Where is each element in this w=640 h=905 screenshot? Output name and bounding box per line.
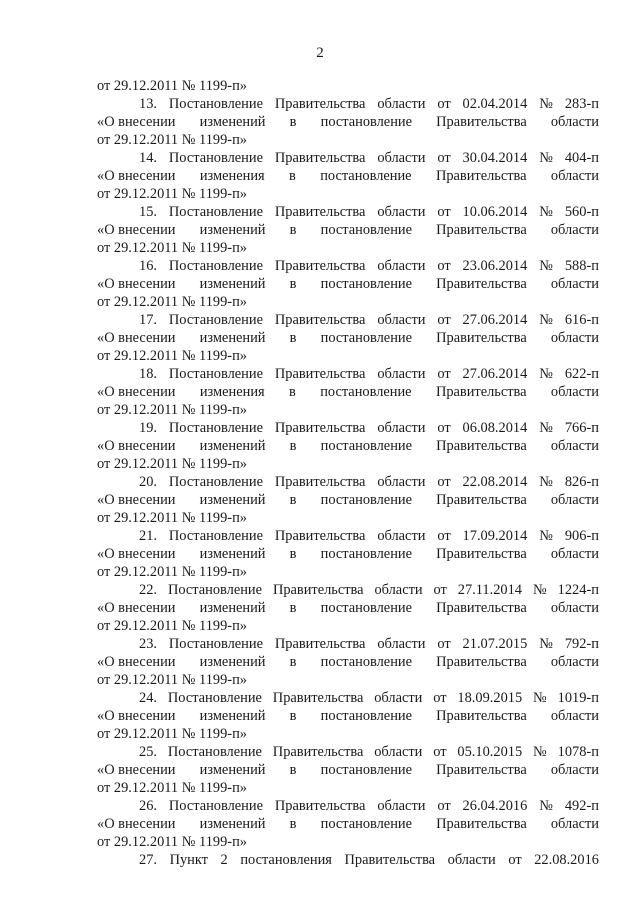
word: 588-п	[564, 258, 599, 274]
word: от	[437, 528, 451, 544]
word: постановление	[320, 708, 412, 724]
item-reference-line: от 29.12.2011 № 1199-п»	[97, 564, 247, 580]
item-reference-line: от 29.12.2011 № 1199-п»	[97, 618, 247, 634]
word: Правительства	[274, 204, 366, 220]
list-item	[97, 689, 599, 743]
word: «О внесении	[97, 654, 176, 670]
word: изменений	[199, 816, 266, 832]
word: «О внесении	[97, 546, 176, 562]
word: постановление	[320, 114, 412, 130]
word: «О внесении	[97, 492, 176, 508]
word: Пункт	[169, 852, 208, 868]
item-title-line	[97, 599, 599, 617]
item-title-line	[97, 815, 599, 833]
word: области	[374, 582, 423, 598]
word: №	[539, 636, 553, 652]
word: области	[374, 690, 423, 706]
item-title-line	[97, 113, 599, 131]
word: 616-п	[564, 312, 599, 328]
word: 766-п	[564, 420, 599, 436]
word: «О внесении	[97, 816, 176, 832]
word: 1224-п	[557, 582, 599, 598]
word: области	[550, 384, 599, 400]
item-title-line	[97, 329, 599, 347]
word: области	[377, 312, 426, 328]
item-heading-line	[97, 689, 599, 707]
item-heading-line	[97, 527, 599, 545]
item-number: 16.	[139, 258, 157, 274]
word: Постановление	[168, 636, 263, 652]
item-reference-line: от 29.12.2011 № 1199-п»	[97, 294, 247, 310]
word: «О внесении	[97, 600, 176, 616]
word: области	[550, 330, 599, 346]
list-item	[97, 203, 599, 257]
word: в	[289, 114, 297, 130]
continuation-line: от 29.12.2011 № 1199-п»	[97, 78, 247, 94]
item-reference-line: от 29.12.2011 № 1199-п»	[97, 186, 247, 202]
word: 17.09.2014	[462, 528, 528, 544]
word: Постановление	[168, 96, 263, 112]
word: в	[289, 816, 297, 832]
word: №	[533, 690, 547, 706]
word: №	[539, 474, 553, 490]
word: Постановление	[168, 420, 263, 436]
word: в	[289, 384, 296, 400]
word: постановление	[320, 762, 412, 778]
word: 18.09.2015	[457, 690, 523, 706]
word: в	[289, 276, 297, 292]
word: изменений	[199, 222, 266, 238]
item-title-line	[97, 221, 599, 239]
item-heading-line	[97, 203, 599, 221]
word: в	[289, 708, 297, 724]
item-number: 20.	[139, 474, 157, 490]
word: №	[539, 312, 553, 328]
list-item	[97, 257, 599, 311]
list-item	[97, 149, 599, 203]
item-reference-line: от 29.12.2011 № 1199-п»	[97, 132, 247, 148]
word: Правительства	[436, 276, 527, 292]
word: 27.06.2014	[462, 312, 528, 328]
word: от	[433, 582, 447, 598]
item-reference-line: от 29.12.2011 № 1199-п»	[97, 726, 247, 742]
word: области	[550, 438, 599, 454]
word: изменений	[199, 546, 266, 562]
item-list	[97, 95, 599, 851]
word: от	[437, 150, 451, 166]
word: постановление	[320, 546, 412, 562]
word: Правительства	[436, 330, 527, 346]
word: постановление	[320, 600, 412, 616]
word: области	[377, 258, 426, 274]
list-item	[97, 581, 599, 635]
item-heading-line	[97, 95, 599, 113]
word: Постановление	[168, 204, 263, 220]
word: Постановление	[168, 474, 263, 490]
word: постановления	[240, 852, 332, 868]
word: области	[550, 600, 599, 616]
word: от	[433, 744, 447, 760]
page-number: 2	[316, 45, 324, 61]
word: в	[289, 438, 297, 454]
word: области	[447, 852, 496, 868]
word: в	[289, 600, 297, 616]
word: «О внесении	[97, 762, 176, 778]
item-heading-line	[97, 149, 599, 167]
item-reference-line: от 29.12.2011 № 1199-п»	[97, 510, 247, 526]
word: области	[377, 96, 426, 112]
word: Правительства	[274, 528, 366, 544]
word: 30.04.2014	[462, 150, 528, 166]
word: от	[437, 312, 451, 328]
word: №	[539, 798, 553, 814]
word: 792-п	[564, 636, 599, 652]
word: от	[508, 852, 522, 868]
item-heading-line	[97, 851, 599, 869]
item-reference-line: от 29.12.2011 № 1199-п»	[97, 672, 247, 688]
word: Правительства	[274, 96, 366, 112]
word: №	[539, 420, 553, 436]
word: «О внесении	[97, 222, 176, 238]
word: области	[377, 420, 426, 436]
word: от	[437, 258, 451, 274]
word: в	[289, 168, 296, 184]
word: в	[289, 762, 297, 778]
word: области	[377, 474, 426, 490]
word: области	[377, 366, 426, 382]
word: Постановление	[167, 582, 262, 598]
word: области	[550, 222, 599, 238]
word: Правительства	[436, 492, 527, 508]
word: 492-п	[564, 798, 599, 814]
item-heading-line	[97, 257, 599, 275]
word: области	[550, 168, 599, 184]
word: 27.06.2014	[462, 366, 528, 382]
list-item	[97, 95, 599, 149]
word: изменений	[199, 492, 266, 508]
word: области	[377, 636, 426, 652]
word: области	[377, 798, 426, 814]
item-title-line	[97, 761, 599, 779]
word: 1019-п	[557, 690, 599, 706]
word: №	[539, 528, 553, 544]
word: 560-п	[564, 204, 599, 220]
item-number: 22.	[139, 582, 157, 598]
word: «О внесении	[97, 438, 176, 454]
word: 27.11.2014	[457, 582, 523, 598]
list-item	[97, 311, 599, 365]
word: 1078-п	[557, 744, 599, 760]
word: от	[437, 474, 451, 490]
word: изменений	[199, 114, 266, 130]
item-title-line	[97, 383, 599, 401]
word: Постановление	[167, 690, 262, 706]
word: Правительства	[436, 654, 527, 670]
word: Правительства	[272, 582, 364, 598]
item-number: 23.	[139, 636, 157, 652]
word: №	[533, 744, 547, 760]
item-title-line	[97, 275, 599, 293]
item-reference-line: от 29.12.2011 № 1199-п»	[97, 834, 247, 850]
word: Правительства	[436, 114, 527, 130]
word: области	[377, 528, 426, 544]
item-heading-line	[97, 473, 599, 491]
word: изменений	[199, 276, 266, 292]
word: постановление	[320, 222, 412, 238]
word: постановление	[320, 168, 412, 184]
item-number: 14.	[139, 150, 157, 166]
word: изменений	[199, 654, 266, 670]
word: в	[289, 330, 297, 346]
item-number: 27.	[139, 852, 157, 868]
list-item	[97, 743, 599, 797]
item-reference-line: от 29.12.2011 № 1199-п»	[97, 402, 247, 418]
word: изменения	[199, 168, 265, 184]
word: изменений	[199, 438, 266, 454]
word: Правительства	[274, 474, 366, 490]
word: Правительства	[436, 222, 527, 238]
word: Правительства	[274, 420, 366, 436]
word: №	[539, 258, 553, 274]
item-reference-line: от 29.12.2011 № 1199-п»	[97, 780, 247, 796]
word: от	[437, 420, 451, 436]
word: Постановление	[168, 312, 263, 328]
word: постановление	[320, 816, 412, 832]
word: Правительства	[274, 798, 366, 814]
list-item	[97, 635, 599, 689]
word: от	[437, 204, 451, 220]
item-number: 15.	[139, 204, 157, 220]
word: «О внесении	[97, 276, 176, 292]
word: изменений	[199, 762, 266, 778]
item-number: 26.	[139, 798, 157, 814]
word: Правительства	[274, 312, 366, 328]
word: Правительства	[344, 852, 436, 868]
word: изменений	[199, 708, 266, 724]
word: Правительства	[436, 816, 527, 832]
word: 21.07.2015	[462, 636, 528, 652]
word: 404-п	[564, 150, 599, 166]
word: 22.08.2014	[462, 474, 528, 490]
list-item	[97, 527, 599, 581]
word: в	[289, 492, 297, 508]
item-heading-line	[97, 365, 599, 383]
list-item	[97, 473, 599, 527]
item-title-line	[97, 437, 599, 455]
word: №	[539, 96, 553, 112]
word: постановление	[320, 438, 412, 454]
word: Правительства	[435, 384, 527, 400]
word: 06.08.2014	[462, 420, 528, 436]
word: №	[532, 582, 547, 598]
word: области	[550, 762, 599, 778]
item-title-line	[97, 491, 599, 509]
item-reference-line: от 29.12.2011 № 1199-п»	[97, 456, 247, 472]
word: 05.10.2015	[457, 744, 523, 760]
word: Правительства	[274, 636, 366, 652]
word: изменений	[199, 330, 266, 346]
word: области	[550, 546, 599, 562]
word: постановление	[320, 654, 412, 670]
item-number: 13.	[139, 96, 157, 112]
document-body	[97, 77, 599, 869]
item-heading-line	[97, 581, 599, 599]
word: Правительства	[436, 708, 527, 724]
item-number: 18.	[139, 366, 157, 382]
word: Постановление	[167, 744, 262, 760]
word: Правительства	[272, 690, 364, 706]
word: №	[539, 366, 553, 382]
item-title-line	[97, 707, 599, 725]
word: области	[550, 114, 599, 130]
word: №	[539, 150, 553, 166]
word: области	[377, 150, 426, 166]
word: 826-п	[564, 474, 599, 490]
word: «О внесении	[97, 114, 176, 130]
list-item	[97, 419, 599, 473]
word: области	[374, 744, 423, 760]
word: области	[550, 492, 599, 508]
word: Постановление	[168, 258, 263, 274]
word: 10.06.2014	[462, 204, 528, 220]
word: 906-п	[564, 528, 599, 544]
word: «О внесении	[97, 708, 176, 724]
word: в	[289, 654, 297, 670]
word: постановление	[320, 384, 412, 400]
list-item	[97, 365, 599, 419]
word: области	[550, 654, 599, 670]
word: №	[539, 204, 553, 220]
item-heading-line	[97, 311, 599, 329]
item-heading-line	[97, 635, 599, 653]
word: от	[437, 798, 451, 814]
item-title-line	[97, 545, 599, 563]
item-number: 19.	[139, 420, 157, 436]
word: Правительства	[274, 150, 366, 166]
item-heading-line	[97, 743, 599, 761]
word: Правительства	[272, 744, 364, 760]
word: Правительства	[436, 546, 527, 562]
item-heading-line	[97, 797, 599, 815]
word: 23.06.2014	[462, 258, 528, 274]
word: от	[437, 366, 451, 382]
list-item	[97, 797, 599, 851]
item-title-line	[97, 653, 599, 671]
word: в	[289, 222, 297, 238]
word: Постановление	[168, 798, 263, 814]
word: Постановление	[168, 150, 263, 166]
word: Правительства	[274, 366, 366, 382]
word: от	[437, 636, 451, 652]
word: постановление	[320, 330, 412, 346]
item-number: 25.	[139, 744, 157, 760]
item-reference-line: от 29.12.2011 № 1199-п»	[97, 348, 247, 364]
word: изменения	[199, 384, 265, 400]
word: в	[289, 546, 297, 562]
word: «О внесении	[97, 330, 176, 346]
word: от	[433, 690, 447, 706]
word: изменений	[199, 600, 266, 616]
word: 02.04.2014	[462, 96, 528, 112]
word: Правительства	[436, 762, 527, 778]
item-reference-line: от 29.12.2011 № 1199-п»	[97, 240, 247, 256]
word: Правительства	[435, 168, 527, 184]
word: 622-п	[564, 366, 599, 382]
word: 2	[220, 852, 228, 868]
list-item-27	[97, 851, 599, 869]
word: 26.04.2016	[462, 798, 528, 814]
word: области	[550, 276, 599, 292]
word: 22.08.2016	[534, 852, 599, 868]
word: Постановление	[168, 366, 263, 382]
item-number: 24.	[139, 690, 157, 706]
word: Правительства	[436, 438, 527, 454]
word: Постановление	[168, 528, 263, 544]
word: области	[550, 816, 599, 832]
word: области	[550, 708, 599, 724]
word: постановление	[320, 492, 412, 508]
word: «О внесении	[97, 384, 176, 400]
word: Правительства	[274, 258, 366, 274]
word: области	[377, 204, 426, 220]
word: Правительства	[436, 600, 527, 616]
item-title-line	[97, 167, 599, 185]
word: «О внесении	[97, 168, 176, 184]
word: 283-п	[564, 96, 599, 112]
word: постановление	[320, 276, 412, 292]
word: от	[437, 96, 451, 112]
item-number: 17.	[139, 312, 157, 328]
item-number: 21.	[139, 528, 157, 544]
item-heading-line	[97, 419, 599, 437]
